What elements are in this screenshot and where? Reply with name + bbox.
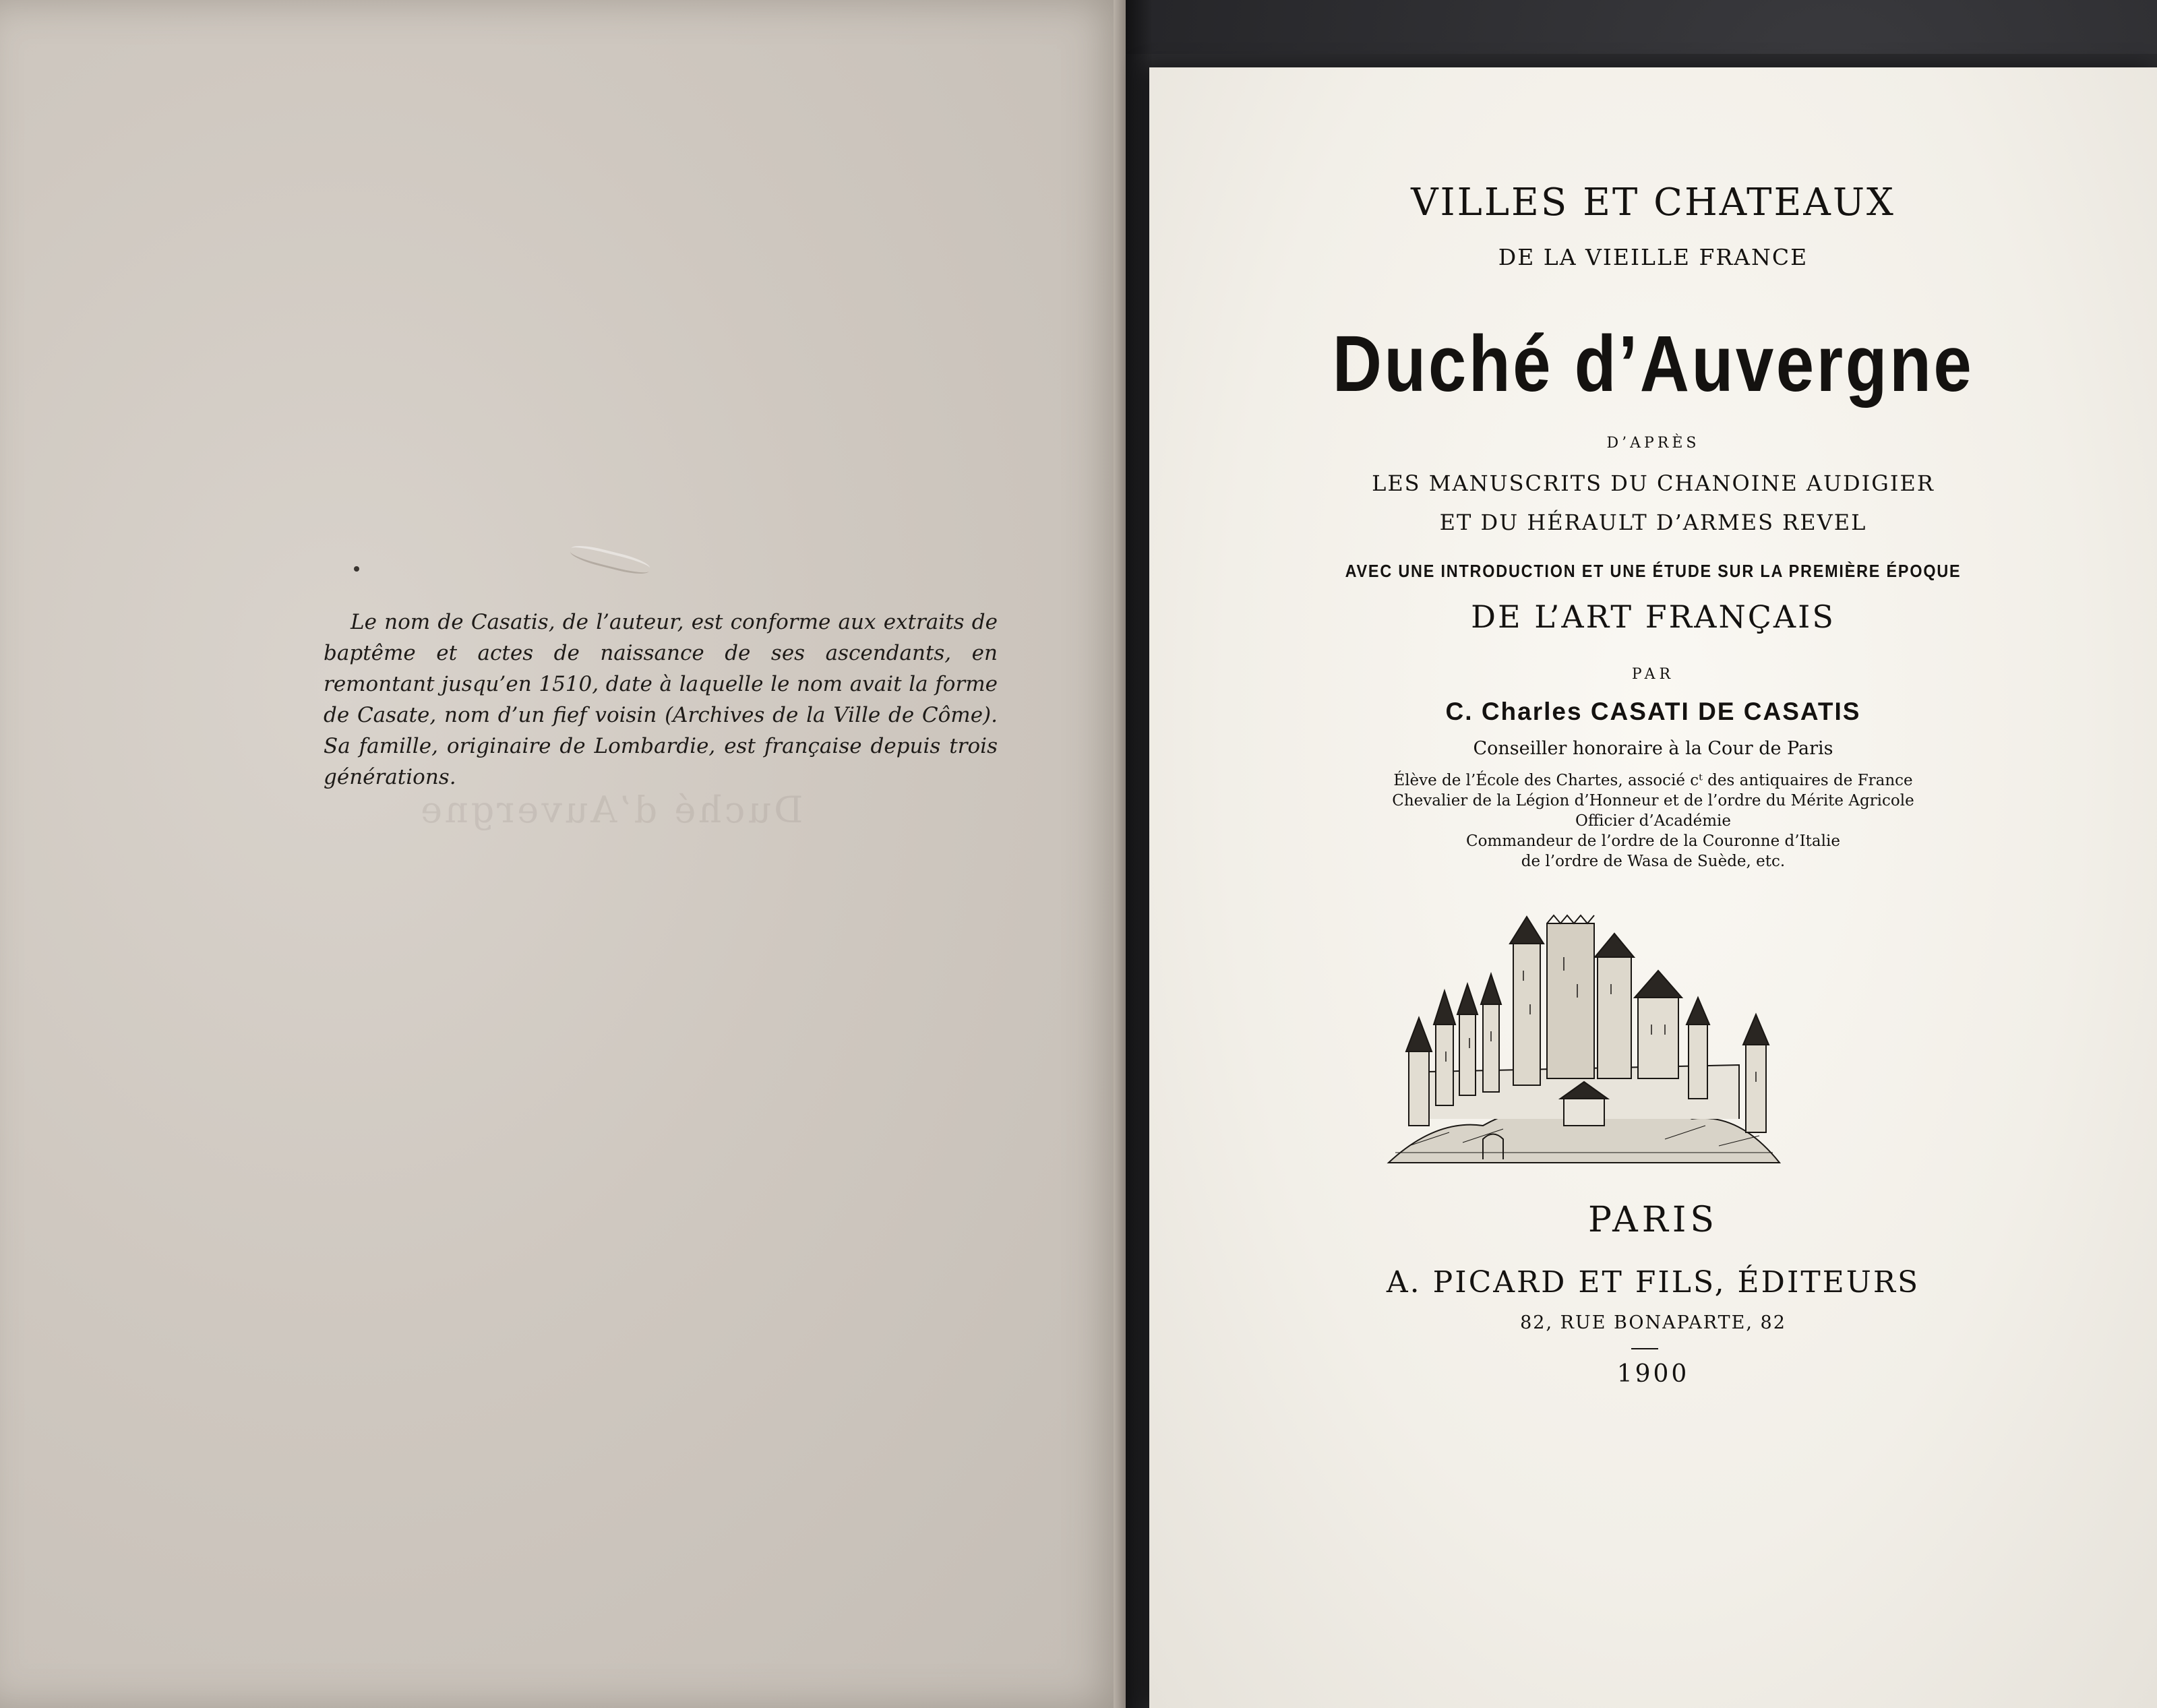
author-name: C. Charles CASATI DE CASATIS bbox=[1445, 698, 1861, 725]
dapres-label: D’APRÈS bbox=[1606, 435, 1700, 452]
credential-4: Officier d’Académie bbox=[1575, 812, 1732, 830]
title-page bbox=[1149, 67, 2157, 1708]
divider-rule bbox=[1631, 1348, 1658, 1349]
credential-5: Commandeur de l’ordre de la Couronne d’Italie bbox=[1466, 832, 1840, 850]
art-line: DE L’ART FRANÇAIS bbox=[1471, 599, 1835, 635]
par-label: PAR bbox=[1631, 666, 1675, 683]
series-title: VILLES ET CHATEAUX bbox=[1411, 181, 1895, 224]
author-name-note: Le nom de Casatis, de l’auteur, est conforme aux extraits de baptême et actes de naissance de ses ascendants, en remontant jusqu’en 1510, date à laquelle le nom avait la forme de Casate, nom d’un fief voisin (Archives de la Ville de Côme). Sa famille, originaire de Lombardie, est française depuis trois générations. bbox=[324, 610, 998, 789]
gutter-shadow bbox=[1126, 0, 1153, 1708]
publication-year: 1900 bbox=[1616, 1360, 1690, 1388]
introduction-line: AVEC UNE INTRODUCTION ET UNE ÉTUDE SUR LA PREMIÈRE ÉPOQUE bbox=[1345, 561, 1962, 581]
publisher-address: 82, RUE BONAPARTE, 82 bbox=[1520, 1312, 1786, 1333]
credential-6: de l’ordre de Wasa de Suède, etc. bbox=[1521, 853, 1786, 870]
credential-3: Chevalier de la Légion d’Honneur et de l’ordre du Mérite Agricole bbox=[1392, 792, 1914, 810]
castle-engraving-icon bbox=[1382, 896, 1786, 1173]
city: PARIS bbox=[1587, 1200, 1719, 1240]
page-edge bbox=[1114, 0, 1126, 1708]
ink-speck bbox=[354, 566, 359, 572]
publisher: A. PICARD ET FILS, ÉDITEURS bbox=[1386, 1265, 1920, 1300]
credential-2: Élève de l’École des Chartes, associé cᵗ des antiquaires de France bbox=[1393, 772, 1913, 789]
main-title: Duché d’Auvergne bbox=[1332, 319, 1974, 408]
credential-1: Conseiller honoraire à la Cour de Paris bbox=[1473, 738, 1833, 759]
series-subtitle: DE LA VIEILLE FRANCE bbox=[1498, 244, 1809, 270]
manuscripts-line-1: LES MANUSCRITS DU CHANOINE AUDIGIER bbox=[1372, 470, 1935, 496]
manuscripts-line-2: ET DU HÉRAULT D’ARMES REVEL bbox=[1439, 510, 1867, 535]
paper-crease bbox=[569, 542, 651, 578]
show-through-text: Duché d’Auvergne bbox=[418, 789, 803, 831]
